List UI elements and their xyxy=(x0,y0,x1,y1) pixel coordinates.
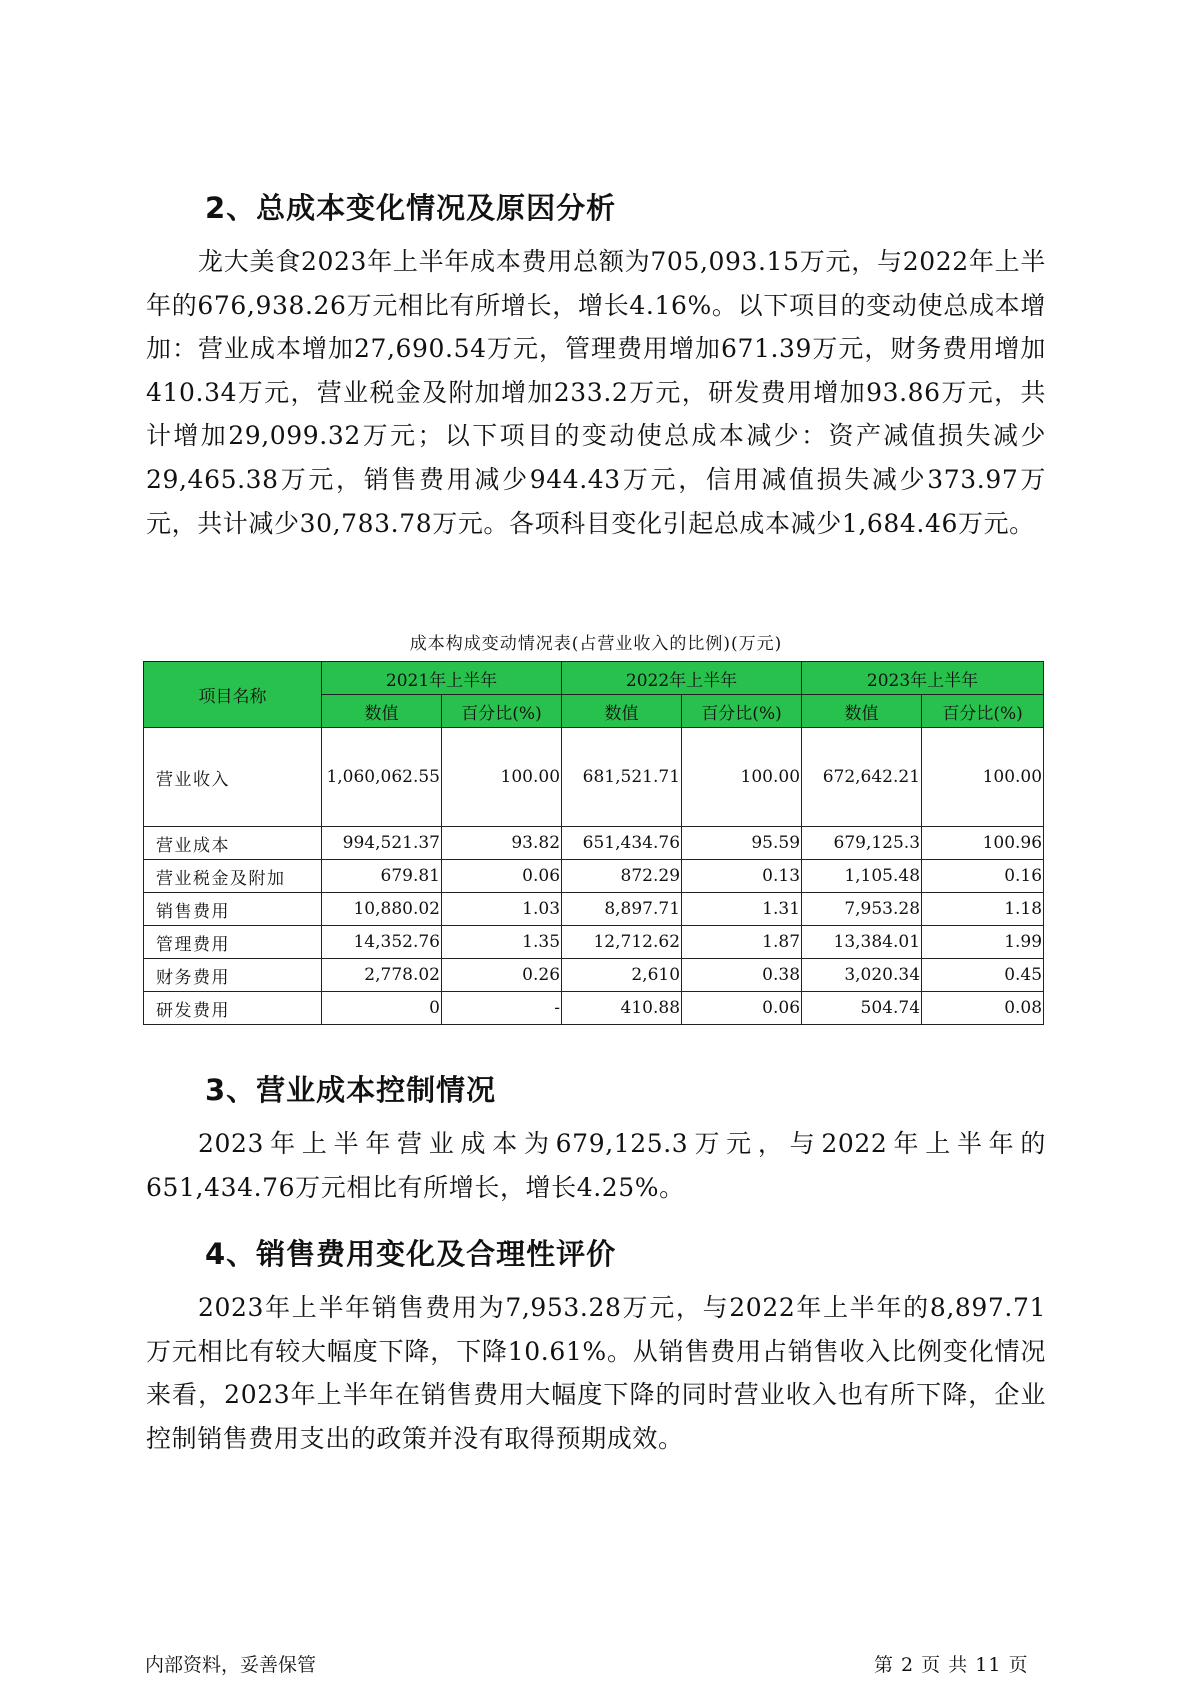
table-caption: 成本构成变动情况表(占营业收入的比例)(万元) xyxy=(409,634,783,654)
section-heading-operating-cost: 3、营业成本控制情况 xyxy=(205,1073,497,1107)
cell-percent: 0.16 xyxy=(922,860,1044,893)
cell-percent: 100.00 xyxy=(442,728,562,827)
cell-percent: 0.06 xyxy=(442,860,562,893)
cell-percent: 0.08 xyxy=(922,992,1044,1025)
cell-value: 12,712.62 xyxy=(562,926,682,959)
cell-percent: 0.13 xyxy=(682,860,802,893)
cell-value: 872.29 xyxy=(562,860,682,893)
section-heading-selling-expense: 4、销售费用变化及合理性评价 xyxy=(205,1237,617,1271)
header-value: 数值 xyxy=(562,695,682,728)
cell-percent: - xyxy=(442,992,562,1025)
row-label: 研发费用 xyxy=(144,992,322,1025)
cell-percent: 0.06 xyxy=(682,992,802,1025)
cell-value: 410.88 xyxy=(562,992,682,1025)
cell-value: 0 xyxy=(322,992,442,1025)
table-row xyxy=(144,827,1044,860)
row-label: 营业成本 xyxy=(144,827,322,860)
cell-value: 994,521.37 xyxy=(322,827,442,860)
cell-value: 2,778.02 xyxy=(322,959,442,992)
row-label: 销售费用 xyxy=(144,893,322,926)
table-row xyxy=(144,860,1044,893)
header-value: 数值 xyxy=(322,695,442,728)
footer-page-number: 第 2 页 共 11 页 xyxy=(874,1654,1029,1676)
row-label: 营业税金及附加 xyxy=(144,860,322,893)
cell-value: 672,642.21 xyxy=(802,728,922,827)
footer-confidential-note: 内部资料，妥善保管 xyxy=(145,1654,317,1676)
cell-value: 2,610 xyxy=(562,959,682,992)
cell-percent: 1.99 xyxy=(922,926,1044,959)
paragraph-total-cost: 龙大美食2023年上半年成本费用总额为705,093.15万元，与2022年上半年的676,938.26万元相比有所增长，增长4.16%。以下项目的变动使总成本增加：营业成本增加27,690.54万元，管理费用增加671.39万元，财务费用增加410.34万元，营业税金及附加增加233.2万元，研发费用增加93.86万元，共计增加29,099.32万元；以下项目的变动使总成本减少：资产减值损失减少29,465.38万元，销售费用减少944.43万元，信用减值损失减少373.97万元，共计减少30,783.78万元。各项科目变化引起总成本减少1,684.46万元。 xyxy=(146,247,1046,538)
cell-percent: 1.35 xyxy=(442,926,562,959)
header-period-2021: 2021年上半年 xyxy=(322,662,562,695)
cell-value: 8,897.71 xyxy=(562,893,682,926)
cell-value: 1,060,062.55 xyxy=(322,728,442,827)
header-percent: 百分比(%) xyxy=(442,695,562,728)
cell-percent: 1.87 xyxy=(682,926,802,959)
row-label: 营业收入 xyxy=(144,728,322,827)
table-row xyxy=(144,728,1044,827)
cell-percent: 1.31 xyxy=(682,893,802,926)
cell-value: 13,384.01 xyxy=(802,926,922,959)
cell-percent: 1.18 xyxy=(922,893,1044,926)
paragraph-operating-cost: 2023年上半年营业成本为679,125.3万元，与2022年上半年的651,434.76万元相比有所增长，增长4.25%。 xyxy=(146,1129,1046,1202)
cell-value: 679.81 xyxy=(322,860,442,893)
table-row xyxy=(144,926,1044,959)
header-item-name: 项目名称 xyxy=(144,662,322,728)
cell-percent: 100.96 xyxy=(922,827,1044,860)
cell-percent: 0.45 xyxy=(922,959,1044,992)
header-period-2023: 2023年上半年 xyxy=(802,662,1044,695)
cell-value: 14,352.76 xyxy=(322,926,442,959)
cell-percent: 100.00 xyxy=(922,728,1044,827)
cell-percent: 95.59 xyxy=(682,827,802,860)
cell-value: 651,434.76 xyxy=(562,827,682,860)
cell-percent: 1.03 xyxy=(442,893,562,926)
table-row xyxy=(144,959,1044,992)
cell-value: 681,521.71 xyxy=(562,728,682,827)
cell-percent: 0.26 xyxy=(442,959,562,992)
section-heading-total-cost: 2、总成本变化情况及原因分析 xyxy=(205,191,617,225)
paragraph-selling-expense: 2023年上半年销售费用为7,953.28万元，与2022年上半年的8,897.71万元相比有较大幅度下降，下降10.61%。从销售费用占销售收入比例变化情况来看，2023年上半年在销售费用大幅度下降的同时营业收入也有所下降，企业控制销售费用支出的政策并没有取得预期成效。 xyxy=(146,1293,1046,1453)
cell-percent: 93.82 xyxy=(442,827,562,860)
header-percent: 百分比(%) xyxy=(922,695,1044,728)
row-label: 财务费用 xyxy=(144,959,322,992)
cell-value: 3,020.34 xyxy=(802,959,922,992)
cell-value: 504.74 xyxy=(802,992,922,1025)
cell-percent: 0.38 xyxy=(682,959,802,992)
header-period-2022: 2022年上半年 xyxy=(562,662,802,695)
cell-percent: 100.00 xyxy=(682,728,802,827)
table-row xyxy=(144,992,1044,1025)
cell-value: 10,880.02 xyxy=(322,893,442,926)
cell-value: 679,125.3 xyxy=(802,827,922,860)
cost-structure-table xyxy=(143,661,1044,1025)
header-percent: 百分比(%) xyxy=(682,695,802,728)
table-row xyxy=(144,893,1044,926)
cell-value: 1,105.48 xyxy=(802,860,922,893)
row-label: 管理费用 xyxy=(144,926,322,959)
header-value: 数值 xyxy=(802,695,922,728)
cell-value: 7,953.28 xyxy=(802,893,922,926)
